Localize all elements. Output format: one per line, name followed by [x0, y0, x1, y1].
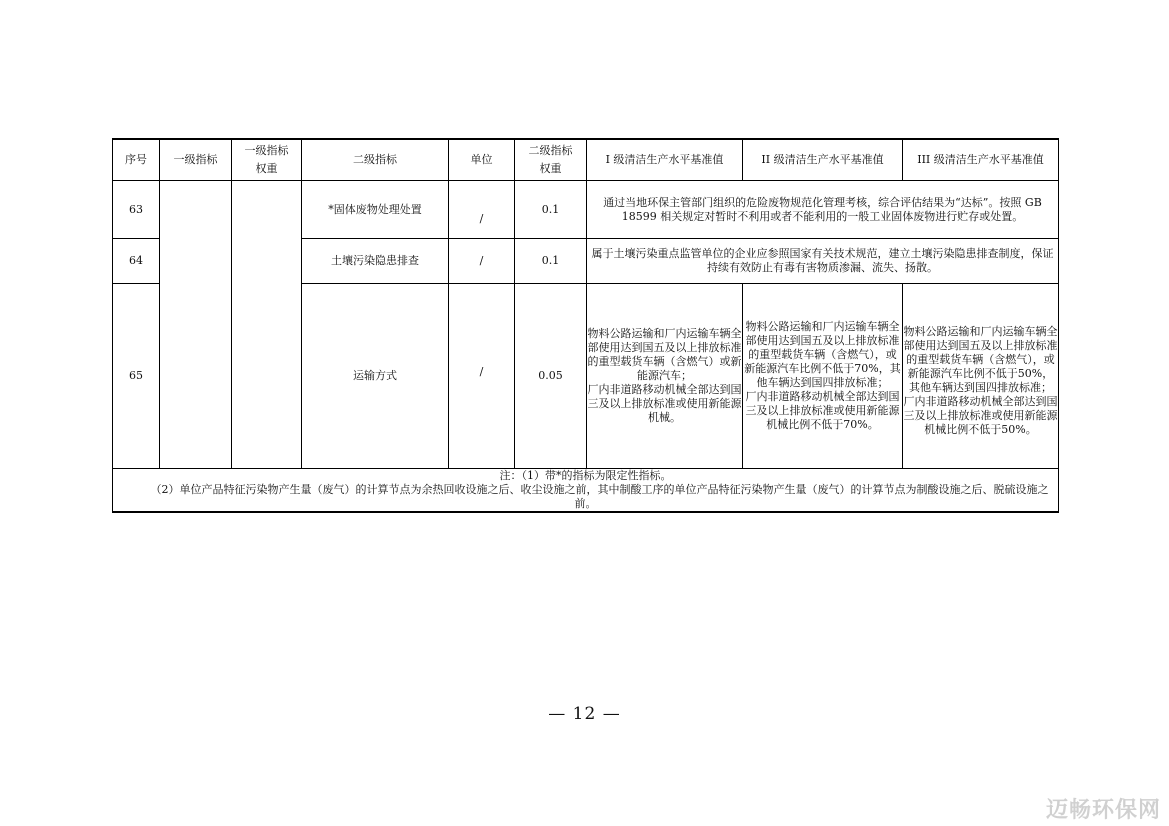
header-grade2: II 级清洁生产水平基准值: [743, 139, 903, 181]
header-level2: 二级指标: [302, 139, 449, 181]
note-line-2: （2）单位产品特征污染物产生量（废气）的计算节点为余热回收设施之后、收尘设施之前，其中制酸工序的单位产品特征污染物产生量（废气）的计算节点为制酸设施之后、脱硫设施之前。: [150, 483, 1049, 510]
watermark-logo: 迈畅环保网: [1045, 798, 1161, 823]
header-level1-weight: [232, 139, 302, 181]
header-level1-weight-line2: 权重: [255, 162, 278, 175]
row-seq: 64: [113, 239, 160, 284]
header-unit: 单位: [449, 139, 515, 181]
row-unit: /: [449, 284, 515, 469]
row-weight: 0.1: [515, 239, 587, 284]
header-level2-weight: [515, 139, 587, 181]
row-indicator: 土壤污染隐患排查: [302, 239, 449, 284]
row-level1-weight-empty: [232, 181, 302, 469]
row-benchmark: 属于土壤污染重点监管单位的企业应参照国家有关技术规范，建立土壤污染隐患排查制度，保证持续有效防止有毒有害物质渗漏、流失、扬散。: [587, 239, 1059, 284]
header-grade3: III 级清洁生产水平基准值: [903, 139, 1059, 181]
row-weight: 0.1: [515, 181, 587, 239]
row-grade3: 物料公路运输和厂内运输车辆全部使用达到国五及以上排放标准的重型载货车辆（含燃气），或新能源汽车比例不低于50%，其他车辆达到国四排放标准； 厂内非道路移动机械全部达到国三及以上排放标准或使用新能源机械比例不低于50%。: [903, 284, 1059, 469]
header-level2-weight-line2: 权重: [539, 162, 562, 175]
header-row: [113, 139, 1059, 181]
header-grade1: I 级清洁生产水平基准值: [587, 139, 743, 181]
row-benchmark: 通过当地环保主管部门组织的危险废物规范化管理考核，综合评估结果为“达标”。按照 GB 18599 相关规定对暂时不利用或者不能利用的一般工业固体废物进行贮存或处置。: [587, 181, 1059, 239]
row-grade1: 物料公路运输和厂内运输车辆全部使用达到国五及以上排放标准的重型载货车辆（含燃气）或新能源汽车； 厂内非道路移动机械全部达到国三及以上排放标准或使用新能源机械。: [587, 284, 743, 469]
header-level1: 一级指标: [160, 139, 232, 181]
table-notes: [113, 469, 1059, 513]
page-number: — 12 —: [548, 704, 621, 724]
row-indicator: *固体废物处理处置: [302, 181, 449, 239]
header-level1-weight-line1: 一级指标: [244, 144, 289, 157]
row-indicator: 运输方式: [302, 284, 449, 469]
notes-row: [113, 469, 1059, 513]
header-seq: 序号: [113, 139, 160, 181]
row-seq: 63: [113, 181, 160, 239]
table-row: [113, 181, 1059, 239]
row-unit: /: [449, 181, 515, 239]
row-unit: /: [449, 239, 515, 284]
indicator-table: [112, 138, 1059, 513]
note-line-1: 注：（1）带*的指标为限定性指标。: [499, 469, 672, 482]
header-level2-weight-line1: 二级指标: [528, 144, 573, 157]
row-seq: 65: [113, 284, 160, 469]
row-weight: 0.05: [515, 284, 587, 469]
row-grade2: 物料公路运输和厂内运输车辆全部使用达到国五及以上排放标准的重型载货车辆（含燃气），或新能源汽车比例不低于70%，其他车辆达到国四排放标准； 厂内非道路移动机械全部达到国三及以上排放标准或使用新能源机械比例不低于70%。: [743, 284, 903, 469]
row-level1-empty: [160, 181, 232, 469]
